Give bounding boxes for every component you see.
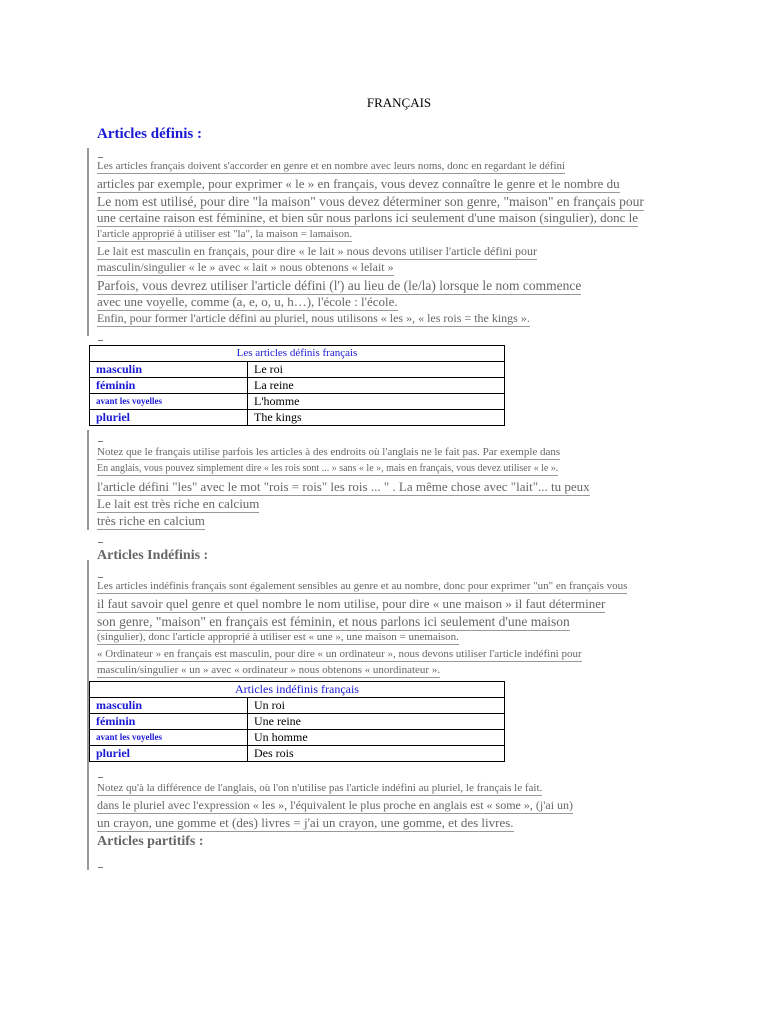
margin-dash <box>98 577 103 578</box>
paragraph-line: l'article défini "les" avec le mot "rois = rois" les rois ... " . La même chose avec "lait"... tu peux <box>97 479 590 494</box>
margin-dash <box>98 441 103 442</box>
margin-dash <box>98 157 103 158</box>
paragraph-line: Enfin, pour former l'article défini au pluriel, nous utilisons « les », « les rois = the kings ». <box>97 311 530 325</box>
row-label: avant les voyelles <box>90 394 248 410</box>
table-row <box>90 410 505 426</box>
table-row <box>90 698 505 714</box>
definite-articles-table <box>89 345 505 426</box>
row-value: Le roi <box>248 362 505 378</box>
paragraph-line: Le lait est très riche en calcium <box>97 496 260 511</box>
table-row <box>90 730 505 746</box>
paragraph-line: un crayon, une gomme et (des) livres = j'ai un crayon, une gomme, et des livres. <box>97 815 514 830</box>
paragraph-line: Le nom est utilisé, pour dire "la maison" vous devez déterminer son genre, "maison" en français pour <box>97 194 644 209</box>
row-value: Un roi <box>248 698 505 714</box>
document-title: FRANÇAIS <box>366 95 432 110</box>
row-label: pluriel <box>90 746 248 762</box>
paragraph-line: En anglais, vous pouvez simplement dire « les rois sont ... » sans « le », mais en français, vous devez utiliser « le ». <box>97 463 559 474</box>
paragraph-line: Les articles indéfinis français sont également sensibles au genre et au nombre, donc pour exprimer "un" en français vous <box>97 580 628 592</box>
row-label: masculin <box>90 698 248 714</box>
table-row <box>90 714 505 730</box>
row-value: Des rois <box>248 746 505 762</box>
paragraph-line: (singulier), donc l'article approprié à utiliser est « une », une maison = unemaison. <box>97 631 459 643</box>
paragraph-line: Notez que le français utilise parfois les articles à des endroits où l'anglais ne le fait pas. Par exemple dans <box>97 446 561 458</box>
table-header: Les articles définis français <box>90 346 505 362</box>
paragraph-line: Le lait est masculin en français, pour dire « le lait » nous devons utiliser l'article défini pour <box>97 244 538 258</box>
paragraph-line: avec une voyelle, comme (a, e, o, u, h…), l'école : l'école. <box>97 294 398 309</box>
indefinite-articles-table <box>89 681 505 762</box>
table-header: Articles indéfinis français <box>90 682 505 698</box>
table-row <box>90 362 505 378</box>
paragraph-line: masculin/singulier « le » avec « lait » nous obtenons « lelait » <box>97 260 394 274</box>
row-value: L'homme <box>248 394 505 410</box>
heading-articles-definis: Articles définis : <box>97 126 202 142</box>
paragraph-line: il faut savoir quel genre et quel nombre le nom utilise, pour dire « une maison » il faut déterminer <box>97 596 606 611</box>
margin-dash <box>98 542 103 543</box>
table-row <box>90 394 505 410</box>
margin-dash <box>98 777 103 778</box>
row-label: féminin <box>90 714 248 730</box>
heading-articles-indefinis: Articles Indéfinis : <box>97 548 209 563</box>
heading-articles-partitifs: Articles partitifs : <box>97 834 204 849</box>
paragraph-line: Notez qu'à la différence de l'anglais, où l'on n'utilise pas l'article indéfini au pluriel, le français le fait. <box>97 782 543 794</box>
row-value: Un homme <box>248 730 505 746</box>
row-label: masculin <box>90 362 248 378</box>
paragraph-line: son genre, "maison" en français est féminin, et nous parlons ici seulement d'une maison <box>97 614 570 629</box>
row-value: La reine <box>248 378 505 394</box>
margin-bar <box>87 148 89 336</box>
margin-dash <box>98 867 103 868</box>
paragraph-line: Les articles français doivent s'accorder en genre et en nombre avec leurs noms, donc en regardant le défini <box>97 160 566 172</box>
row-label: pluriel <box>90 410 248 426</box>
paragraph-line: très riche en calcium <box>97 513 205 528</box>
paragraph-line: dans le pluriel avec l'expression « les », l'équivalent le plus proche en anglais est « some », (j'ai un) <box>97 798 574 812</box>
paragraph-line: articles par exemple, pour exprimer « le » en français, vous devez connaître le genre et le nombre du <box>97 176 620 191</box>
row-label: féminin <box>90 378 248 394</box>
paragraph-line: « Ordinateur » en français est masculin, pour dire « un ordinateur », nous devons utiliser l'article indéfini pour <box>97 648 582 660</box>
row-value: Une reine <box>248 714 505 730</box>
table-row <box>90 746 505 762</box>
margin-dash <box>98 340 103 341</box>
row-label: avant les voyelles <box>90 730 248 746</box>
row-value: The kings <box>248 410 505 426</box>
paragraph-line: l'article approprié à utiliser est "la", la maison = lamaison. <box>97 228 353 240</box>
paragraph-line: masculin/singulier « un » avec « ordinateur » nous obtenons « unordinateur ». <box>97 664 441 676</box>
margin-bar <box>87 430 89 530</box>
paragraph-line: Parfois, vous devrez utiliser l'article défini (l') au lieu de (le/la) lorsque le nom commence <box>97 278 582 293</box>
table-row <box>90 378 505 394</box>
paragraph-line: une certaine raison est féminine, et bien sûr nous parlons ici seulement d'une maison (singulier), donc le <box>97 210 638 225</box>
